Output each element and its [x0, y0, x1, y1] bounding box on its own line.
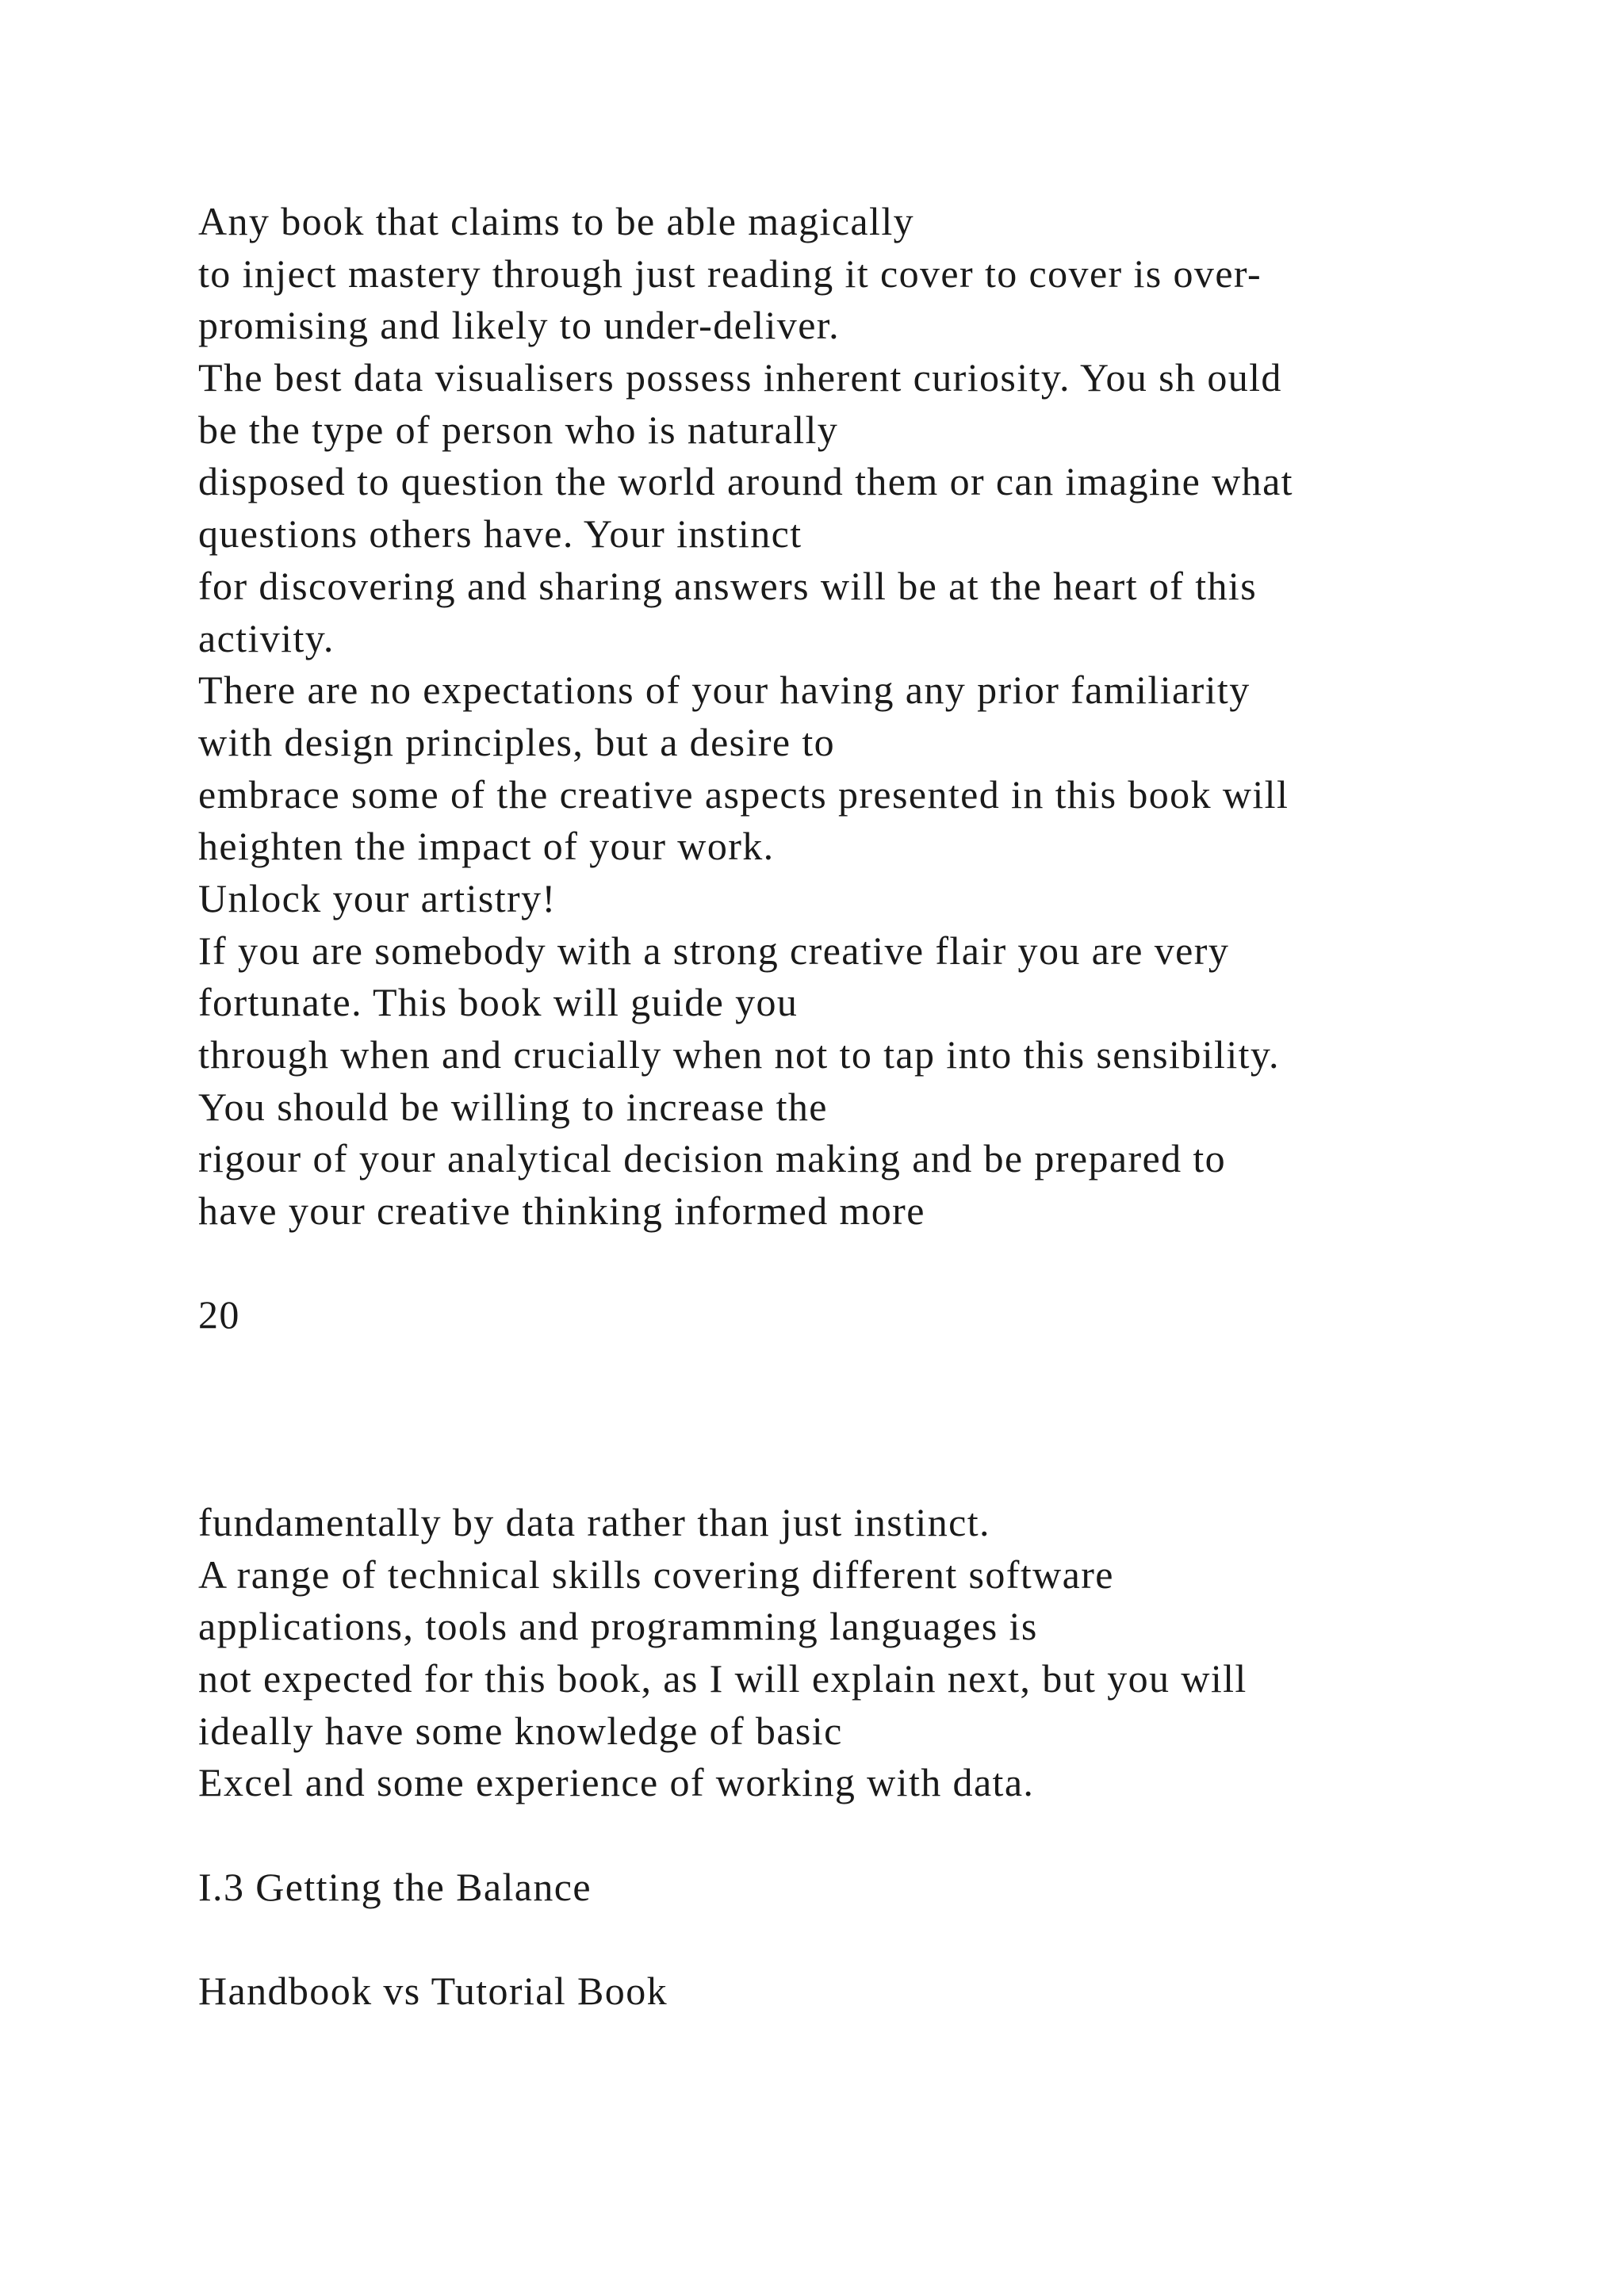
- body-text-top: [198, 196, 1507, 1341]
- text-line: heighten the impact of your work.: [198, 824, 775, 869]
- text-line: Unlock your artistry!: [198, 875, 557, 920]
- text-line: Excel and some experience of working with data.: [198, 1760, 1035, 1805]
- text-line: activity.: [198, 615, 335, 660]
- text-line: rigour of your analytical decision making and be prepared to: [198, 1136, 1227, 1181]
- text-line: to inject mastery through just reading it cover to cover is over-: [198, 251, 1262, 296]
- text-line: fundamentally by data rather than just instinct.: [198, 1500, 990, 1544]
- text-line: not expected for this book, as I will explain next, but you will: [198, 1656, 1247, 1701]
- subsection-heading: Handbook vs Tutorial Book: [198, 1969, 668, 2014]
- blank-line: [198, 1914, 1507, 1966]
- text-line: ideally have some knowledge of basic: [198, 1708, 843, 1753]
- text-line: A range of technical skills covering different software: [198, 1552, 1114, 1597]
- text-line: questions others have. Your instinct: [198, 511, 802, 557]
- text-line: There are no expectations of your having any prior familiarity: [198, 668, 1251, 713]
- text-line: have your creative thinking informed more: [198, 1188, 925, 1234]
- text-line: be the type of person who is naturally: [198, 407, 839, 452]
- text-line: disposed to question the world around them or can imagine what: [198, 459, 1293, 504]
- text-line: If you are somebody with a strong creative flair you are very: [198, 928, 1230, 973]
- text-line: promising and likely to under-deliver.: [198, 303, 840, 348]
- body-text-bottom: [198, 1497, 1507, 2018]
- text-line: You should be willing to increase the: [198, 1084, 828, 1129]
- page-number: 20: [198, 1292, 240, 1337]
- text-line: applications, tools and programming languages is: [198, 1604, 1038, 1649]
- text-line: The best data visualisers possess inherent curiosity. You sh ould: [198, 355, 1282, 400]
- text-line: embrace some of the creative aspects presented in this book will: [198, 771, 1289, 817]
- section-heading: I.3 Getting the Balance: [198, 1864, 592, 1909]
- text-line: Any book that claims to be able magically: [198, 199, 915, 243]
- blank-line: [198, 1238, 1507, 1290]
- text-line: fortunate. This book will guide you: [198, 980, 799, 1025]
- text-line: with design principles, but a desire to: [198, 719, 836, 764]
- blank-line: [198, 1809, 1507, 1862]
- text-line: through when and crucially when not to tap into this sensibility.: [198, 1032, 1280, 1077]
- text-line: for discovering and sharing answers will be at the heart of this: [198, 563, 1258, 608]
